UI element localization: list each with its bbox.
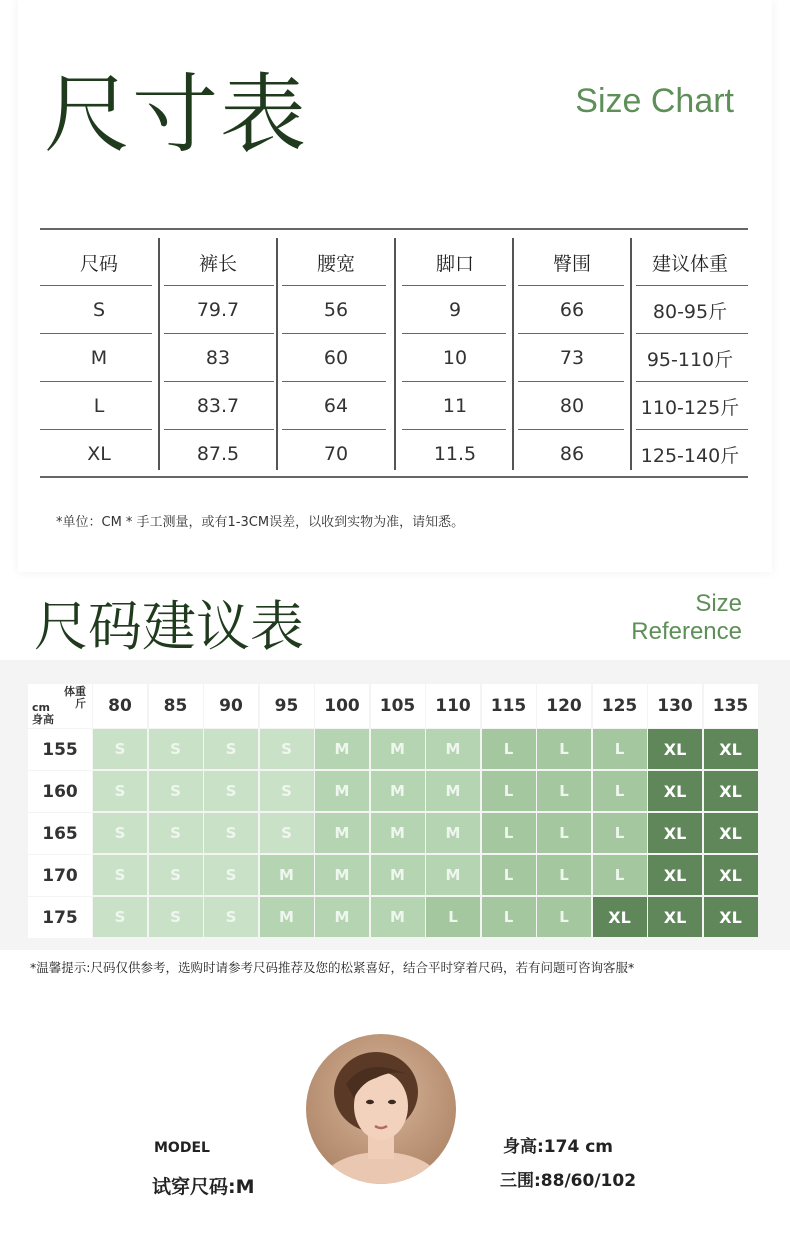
- size-recommendation-cell: M: [426, 813, 480, 853]
- size-recommendation-cell: S: [204, 897, 258, 937]
- size-chart-column-divider: [276, 238, 278, 470]
- size-recommendation-cell: L: [537, 897, 591, 937]
- size-recommendation-cell: S: [93, 855, 147, 895]
- reference-note: *温馨提示:尺码仅供参考，选购时请参考尺码推荐及您的松紧喜好，结合平时穿着尺码，若有问题可咨询客服*: [30, 960, 635, 975]
- size-chart-cell: 9: [448, 299, 462, 321]
- size-chart-header-cell: 臀围: [552, 252, 591, 275]
- size-chart-column-divider: [630, 238, 632, 470]
- size-recommendation-cell: S: [149, 855, 203, 895]
- size-recommendation-cell: L: [482, 897, 536, 937]
- size-recommendation-cell: M: [260, 897, 314, 937]
- model-avatar: [306, 1034, 456, 1184]
- height-header: 160: [28, 771, 92, 812]
- corner-height-unit: cm: [32, 701, 50, 714]
- size-chart-cell: 66: [559, 299, 585, 321]
- weight-header: 85: [149, 684, 203, 728]
- size-chart-cell: 80: [559, 395, 585, 417]
- size-recommendation-cell: XL: [593, 897, 647, 937]
- size-recommendation-cell: L: [482, 771, 536, 811]
- size-recommendation-cell: S: [204, 729, 258, 769]
- reference-title-en-line2: Reference: [631, 618, 742, 645]
- size-recommendation-cell: M: [315, 729, 369, 769]
- weight-header: 120: [537, 684, 591, 728]
- weight-header: 115: [482, 684, 536, 728]
- size-chart-cell: 11.5: [433, 443, 477, 465]
- size-recommendation-cell: M: [426, 729, 480, 769]
- reference-title-cn: 尺码建议表: [34, 595, 304, 658]
- size-chart-cell: 83.7: [196, 395, 240, 417]
- size-chart-cell: 56: [323, 299, 349, 321]
- size-recommendation-cell: S: [149, 813, 203, 853]
- size-recommendation-cell: S: [260, 771, 314, 811]
- model-measurements: 三围:88/60/102: [500, 1171, 637, 1191]
- size-chart-header-cell: 裤长: [198, 252, 237, 275]
- size-chart-cell: 79.7: [196, 299, 240, 321]
- size-recommendation-cell: M: [426, 771, 480, 811]
- size-recommendation-cell: S: [93, 729, 147, 769]
- size-chart-cell: XL: [87, 443, 111, 465]
- size-chart-cell: 110-125斤: [640, 396, 740, 419]
- size-recommendation-cell: L: [482, 813, 536, 853]
- height-header: 165: [28, 813, 92, 854]
- size-recommendation-cell: L: [537, 855, 591, 895]
- size-chart-cell: 125-140斤: [640, 444, 740, 467]
- corner-height-label: 身高: [32, 713, 54, 726]
- size-recommendation-cell: L: [593, 855, 647, 895]
- size-recommendation-cell: M: [315, 813, 369, 853]
- size-recommendation-cell: L: [482, 729, 536, 769]
- size-recommendation-cell: S: [204, 813, 258, 853]
- size-recommendation-cell: L: [537, 813, 591, 853]
- size-chart-cell: 83: [205, 347, 231, 369]
- size-recommendation-cell: S: [204, 771, 258, 811]
- weight-header: 105: [371, 684, 425, 728]
- size-recommendation-cell: L: [426, 897, 480, 937]
- size-recommendation-cell: S: [204, 855, 258, 895]
- size-recommendation-cell: XL: [704, 897, 758, 937]
- size-chart-note: *单位：CM * 手工测量，或有1-3CM误差，以收到实物为准，请知悉。: [56, 515, 465, 530]
- size-chart-cell: 86: [559, 443, 585, 465]
- size-recommendation-cell: M: [371, 771, 425, 811]
- size-recommendation-cell: XL: [704, 771, 758, 811]
- weight-header: 95: [260, 684, 314, 728]
- grid-corner: [28, 684, 92, 728]
- size-recommendation-cell: XL: [648, 771, 702, 811]
- size-chart-title-cn: 尺寸表: [44, 65, 308, 165]
- model-height: 身高:174 cm: [503, 1137, 613, 1157]
- weight-header: 90: [204, 684, 258, 728]
- weight-header: 100: [315, 684, 369, 728]
- size-recommendation-cell: S: [149, 771, 203, 811]
- corner-weight-unit: 斤: [75, 697, 86, 710]
- size-recommendation-cell: XL: [704, 813, 758, 853]
- size-chart-cell: L: [93, 395, 105, 417]
- size-chart-cell: 70: [323, 443, 349, 465]
- size-chart-cell: S: [92, 299, 106, 321]
- size-recommendation-cell: XL: [648, 729, 702, 769]
- size-recommendation-cell: L: [537, 771, 591, 811]
- corner-weight-label: 体重: [64, 685, 86, 698]
- reference-title-en-line1: Size: [695, 590, 742, 617]
- size-chart-header-cell: 脚口: [435, 252, 474, 275]
- model-try-size: 试穿尺码:M: [152, 1176, 255, 1198]
- size-chart-cell: 60: [323, 347, 349, 369]
- weight-header: 125: [593, 684, 647, 728]
- size-recommendation-cell: M: [371, 855, 425, 895]
- size-recommendation-cell: S: [93, 813, 147, 853]
- height-header: 175: [28, 897, 92, 938]
- size-chart-cell: 95-110斤: [646, 348, 734, 371]
- size-chart-header-cell: 腰宽: [316, 252, 355, 275]
- size-recommendation-cell: M: [315, 855, 369, 895]
- size-chart-column-divider: [512, 238, 514, 470]
- size-recommendation-cell: L: [593, 771, 647, 811]
- size-chart-cell: 64: [323, 395, 349, 417]
- size-chart-header-cell: 建议体重: [651, 252, 728, 275]
- size-chart-column-divider: [158, 238, 160, 470]
- size-recommendation-cell: S: [260, 729, 314, 769]
- size-chart-title-en: Size Chart: [575, 82, 734, 120]
- size-recommendation-cell: M: [260, 855, 314, 895]
- size-recommendation-cell: M: [371, 729, 425, 769]
- size-chart-header-cell: 尺码: [79, 252, 118, 275]
- reference-title-en: [631, 590, 742, 646]
- weight-header: 130: [648, 684, 702, 728]
- size-recommendation-cell: XL: [648, 813, 702, 853]
- size-recommendation-cell: M: [371, 897, 425, 937]
- size-recommendation-cell: M: [315, 897, 369, 937]
- size-recommendation-cell: L: [593, 729, 647, 769]
- size-recommendation-cell: S: [93, 771, 147, 811]
- size-recommendation-cell: XL: [648, 897, 702, 937]
- size-recommendation-cell: XL: [704, 729, 758, 769]
- size-recommendation-cell: M: [371, 813, 425, 853]
- model-portrait-icon: [306, 1034, 456, 1184]
- size-recommendation-cell: XL: [648, 855, 702, 895]
- size-chart-table: [40, 228, 748, 478]
- weight-header: 110: [426, 684, 480, 728]
- weight-header: 80: [93, 684, 147, 728]
- size-recommendation-cell: L: [537, 729, 591, 769]
- size-recommendation-cell: L: [593, 813, 647, 853]
- size-recommendation-cell: S: [149, 897, 203, 937]
- size-chart-cell: 80-95斤: [652, 300, 728, 323]
- height-header: 155: [28, 729, 92, 770]
- size-recommendation-cell: M: [315, 771, 369, 811]
- size-recommendation-cell: S: [149, 729, 203, 769]
- size-chart-cell: 11: [442, 395, 468, 417]
- size-recommendation-cell: XL: [704, 855, 758, 895]
- model-label: MODEL: [154, 1140, 210, 1156]
- size-chart-cell: 10: [442, 347, 468, 369]
- size-recommendation-cell: S: [260, 813, 314, 853]
- height-header: 170: [28, 855, 92, 896]
- weight-header: 135: [704, 684, 758, 728]
- size-recommendation-cell: L: [482, 855, 536, 895]
- size-recommendation-cell: M: [426, 855, 480, 895]
- size-chart-cell: 87.5: [196, 443, 240, 465]
- size-chart-column-divider: [394, 238, 396, 470]
- size-recommendation-cell: S: [93, 897, 147, 937]
- size-chart-cell: 73: [559, 347, 585, 369]
- size-chart-cell: M: [90, 347, 108, 369]
